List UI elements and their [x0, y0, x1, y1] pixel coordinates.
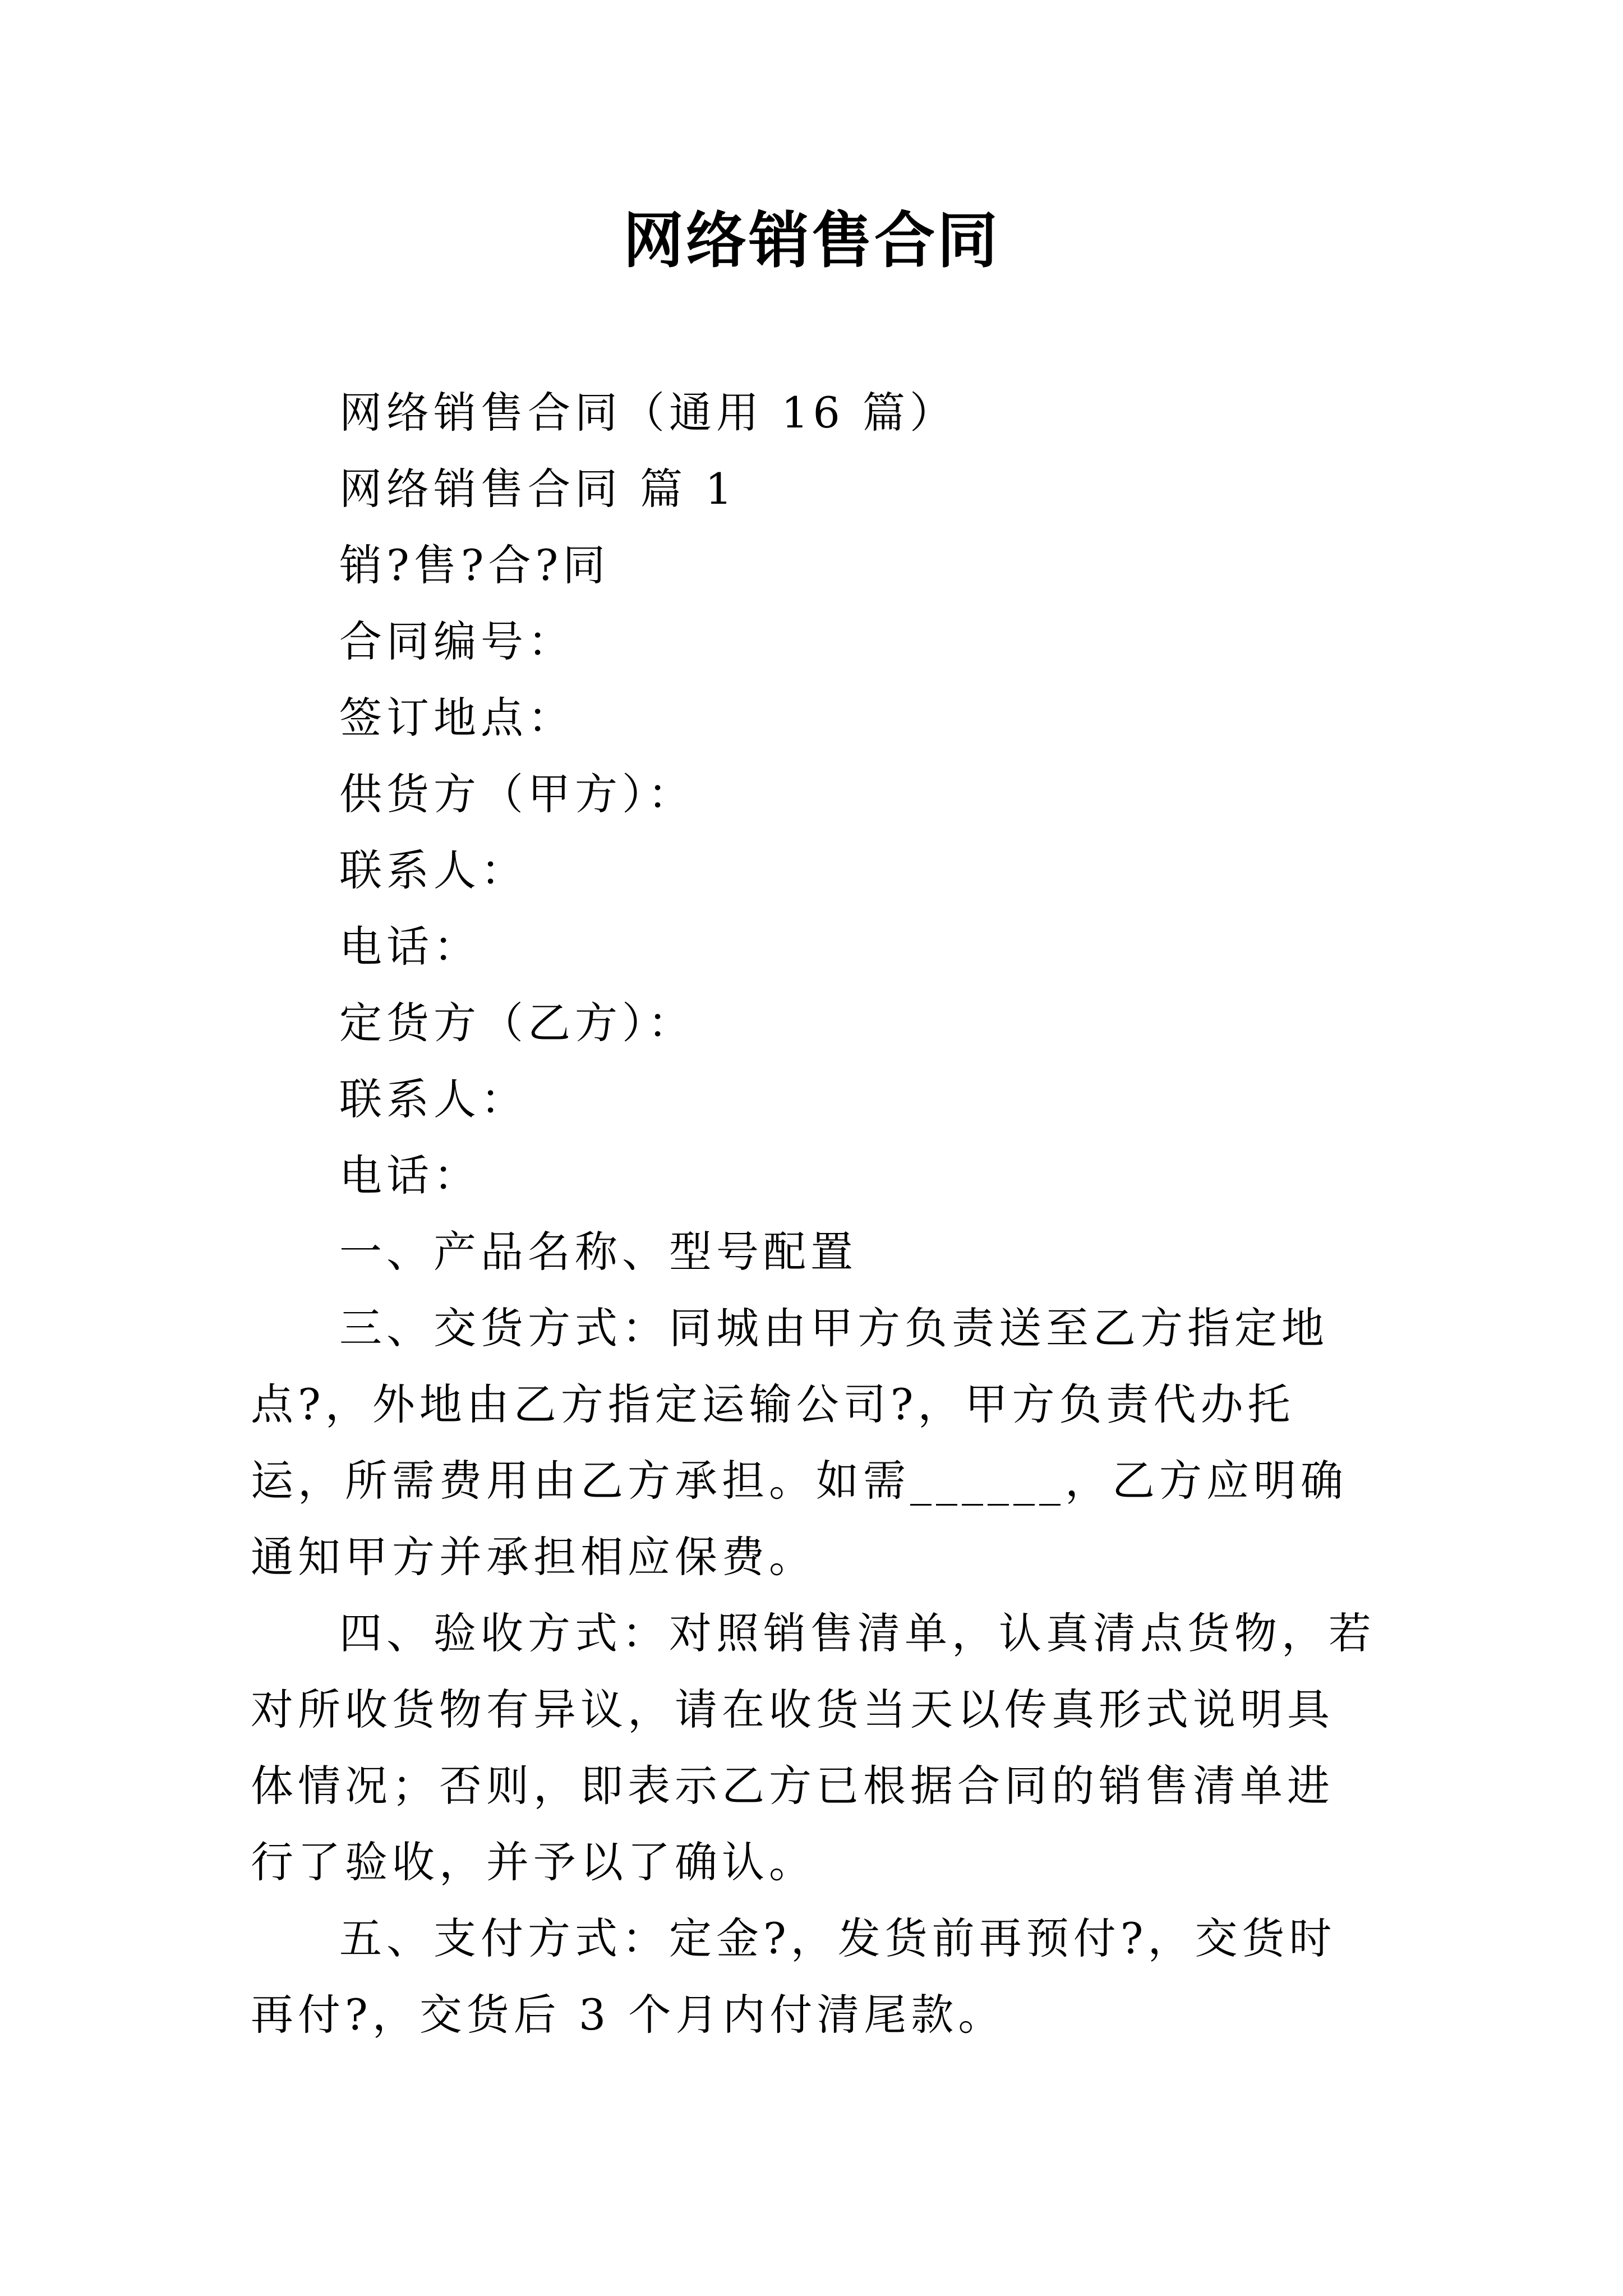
text-line-buyer-phone: 电话： [339, 1151, 481, 1200]
text-line-buyer-contact: 联系人： [339, 1074, 528, 1124]
text-line-contract-number: 合同编号： [339, 616, 575, 666]
text-line-product-section: 一、产品名称、型号配置 [339, 1227, 857, 1277]
text-line-buyer: 定货方（乙方）： [339, 998, 695, 1048]
text-line-section-heading: 网络销售合同 篇 1 [339, 464, 737, 514]
paragraph-payment: 五、支付方式：定金?，发货前再预付?，交货时再付?，交货后 3 个月内付清尾款。 [251, 1913, 1336, 2040]
document-title: 网络销售合同 [623, 206, 1000, 276]
text-line-supplier-phone: 电话： [339, 922, 481, 972]
text-line-signing-place: 签订地点： [339, 693, 575, 743]
text-line-supplier-contact: 联系人： [339, 845, 528, 895]
text-line-subtitle: 网络销售合同（通用 16 篇） [339, 388, 957, 438]
paragraph-delivery: 三、交货方式：同城由甲方负责送至乙方指定地点?，外地由乙方指定运输公司?，甲方负责代办托运，所需费用由乙方承担。如需______，乙方应明确通知甲方并承担相应保费。 [251, 1303, 1348, 1582]
text-line-contract-heading: 销?售?合?同 [339, 540, 610, 590]
document-body [251, 375, 1378, 2053]
paragraph-acceptance: 四、验收方式：对照销售清单，认真清点货物，若对所收货物有异议，请在收货当天以传真形式说明具体情况；否则，即表示乙方已根据合同的销售清单进行了验收，并予以了确认。 [251, 1608, 1376, 1887]
text-line-supplier: 供货方（甲方）： [339, 769, 695, 819]
